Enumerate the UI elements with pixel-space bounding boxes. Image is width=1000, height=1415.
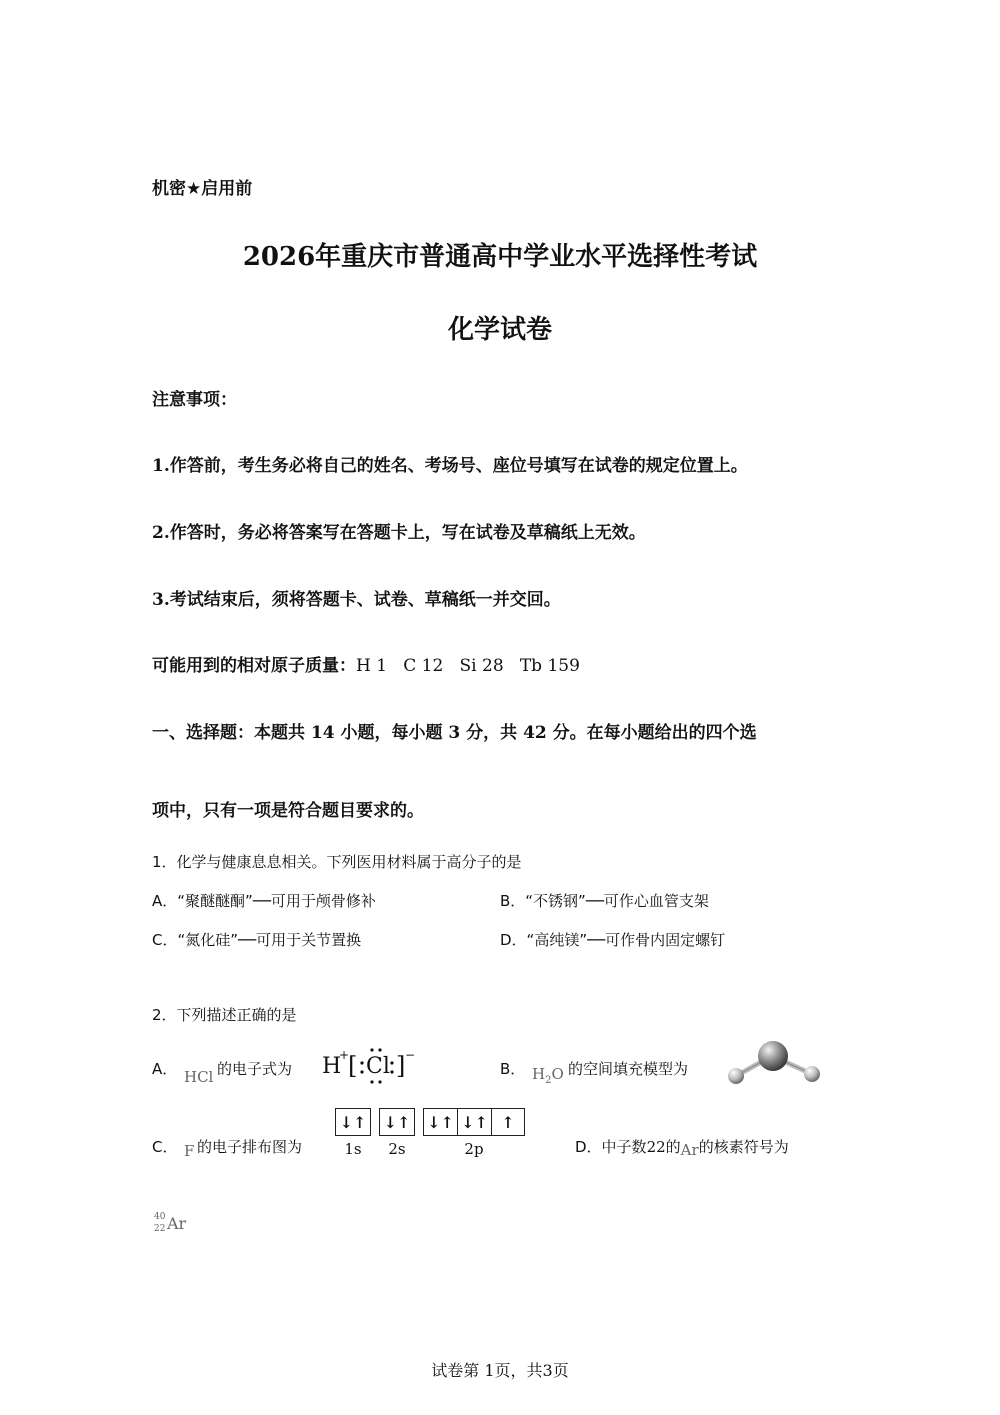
- notice-item-3: 3.考试结束后，须将答题卡、试卷、草稿纸一并交回。: [152, 590, 561, 610]
- q2-option-d-of: 的: [665, 1138, 681, 1156]
- page-footer: 试卷第 1页，共3页: [431, 1361, 569, 1380]
- q2-option-b-label: B．: [500, 1060, 526, 1078]
- orbital-label-2p: 2p: [464, 1140, 484, 1158]
- q2-option-b-text: 的空间填充模型为: [568, 1060, 689, 1078]
- q2-option-a-text: 的电子式为: [217, 1060, 293, 1078]
- lewis-left-bracket: [: [348, 1052, 358, 1080]
- q2-option-a-label: A．: [152, 1060, 178, 1078]
- q1-option-c: C．“氮化硅”──可用于关节置换: [152, 931, 362, 949]
- exam-subject: 化学试卷: [447, 315, 552, 345]
- nuclide-atomic-number: 22: [154, 1224, 166, 1234]
- orbital-label-2s: 2s: [388, 1140, 406, 1158]
- orbital-2p-2-arrows: ↓↑: [461, 1112, 488, 1132]
- atomic-mass-label: 可能用到的相对原子质量：: [152, 656, 356, 676]
- lonepair-dots-icon: [322, 1046, 422, 1086]
- nuclide-mass-number: 40: [154, 1212, 166, 1222]
- water-space-filling-model-icon: [722, 1038, 826, 1088]
- nuclide-symbol: [154, 1212, 194, 1240]
- atomic-mass-line: [152, 651, 580, 676]
- section-1-heading-line-1: 一、选择题：本题共 14 小题，每小题 3 分，共 42 分。在每小题给出的四个选: [152, 723, 757, 743]
- exam-title: 2026年重庆市普通高中学业水平选择性考试: [242, 242, 758, 272]
- orbital-box-2p: [423, 1108, 525, 1136]
- q2-stem: 2．下列描述正确的是: [152, 1006, 297, 1024]
- lewis-minus: −: [405, 1048, 416, 1062]
- hcl-lewis-structure: [322, 1046, 422, 1086]
- q1-option-d: D．“高纯镁”──可作骨内固定螺钉: [500, 931, 726, 949]
- q2-option-d-formula: Ar: [680, 1141, 699, 1159]
- orbital-label-1s: 1s: [344, 1140, 362, 1158]
- orbital-2p-3-arrows: ↑: [501, 1112, 515, 1132]
- q2-option-c-formula: F: [184, 1142, 195, 1160]
- q2-option-a-formula: HCl: [184, 1068, 214, 1086]
- orbital-1s-arrows: ↓↑: [339, 1112, 367, 1132]
- q2-option-b-formula: [532, 1065, 564, 1086]
- confidential-mark: 机密★启用前: [152, 179, 253, 199]
- lewis-h: H: [322, 1054, 342, 1079]
- notice-item-1: 1.作答前，考生务必将自己的姓名、考场号、座位号填写在试卷的规定位置上。: [152, 456, 748, 476]
- q1-stem: 1．化学与健康息息相关。下列医用材料属于高分子的是: [152, 853, 522, 871]
- lewis-right-bracket: ]: [396, 1052, 406, 1080]
- section-1-heading-line-2: 项中，只有一项是符合题目要求的。: [152, 801, 424, 821]
- orbital-2p-1-arrows: ↓↑: [427, 1112, 454, 1132]
- atomic-mass-values: H 1 C 12 Si 28 Tb 159: [356, 656, 580, 676]
- q2-option-d-line: [575, 1136, 789, 1157]
- q2-option-d-neutron-count: 22: [646, 1138, 666, 1156]
- orbital-box-1s: [335, 1108, 371, 1136]
- q1-option-b: B．“不锈钢”──可作心血管支架: [500, 892, 709, 910]
- q2-option-c-label: C．: [152, 1138, 178, 1156]
- formula-o: O: [551, 1065, 564, 1083]
- q2-option-d-text: 的核素符号为: [698, 1138, 789, 1156]
- lewis-plus: +: [339, 1048, 350, 1062]
- q2-option-c-text: 的电子排布图为: [197, 1138, 303, 1156]
- nuclide-element-symbol: Ar: [167, 1214, 187, 1233]
- notice-item-2: 2.作答时，务必将答案写在答题卡上，写在试卷及草稿纸上无效。: [152, 523, 646, 543]
- notice-heading: 注意事项：: [152, 390, 237, 410]
- q2-option-d-label: D．中子数: [575, 1138, 647, 1156]
- orbital-box-2s: [379, 1108, 415, 1136]
- lewis-cl: Cl: [366, 1054, 390, 1079]
- orbital-2s-arrows: ↓↑: [383, 1112, 411, 1132]
- q1-option-a: A．“聚醚醚酮”──可用于颅骨修补: [152, 892, 376, 910]
- formula-subscript-2: 2: [545, 1075, 552, 1086]
- formula-h: H: [532, 1065, 546, 1083]
- orbital-diagram: [335, 1108, 535, 1158]
